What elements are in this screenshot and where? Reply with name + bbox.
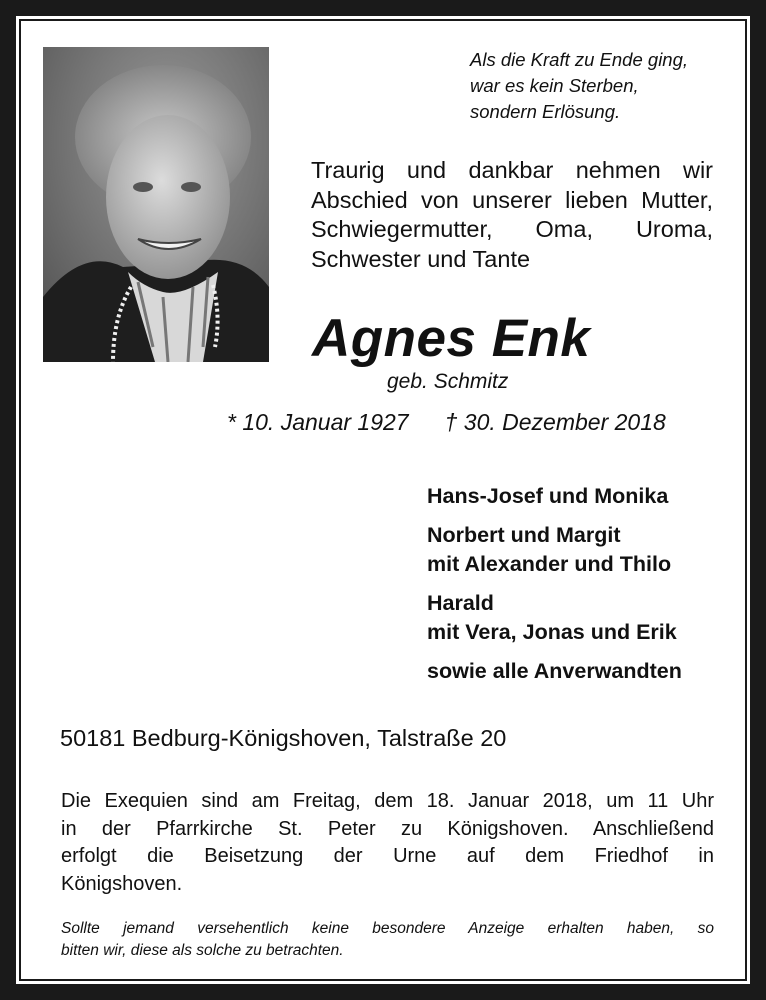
family-line: Hans-Josef und Monika (427, 484, 669, 508)
motto-quote (470, 47, 740, 125)
footnote-line: bitten wir, diese als solche zu betrachten. (61, 942, 344, 959)
motto-line: Als die Kraft zu Ende ging, (470, 49, 689, 70)
family-list (427, 482, 727, 696)
family-line: Harald (427, 591, 494, 615)
service-line: Königshoven. (61, 872, 183, 895)
footnote-line: Sollte jemand versehentlich keine besondere Anzeige erhalten haben, so (61, 920, 714, 937)
service-info (61, 788, 714, 898)
motto-line: war es kein Sterben, (470, 75, 639, 96)
family-line: Norbert und Margit (427, 523, 621, 547)
family-line: mit Alexander und Thilo (427, 552, 672, 576)
portrait-image (43, 47, 269, 362)
family-group (427, 589, 727, 647)
family-group (427, 482, 727, 511)
intro-text (311, 156, 713, 274)
service-line: in der Pfarrkirche St. Peter zu Königshoven. Anschließend (61, 817, 714, 840)
motto-line: sondern Erlösung. (470, 101, 621, 122)
service-line: Die Exequien sind am Freitag, dem 18. Januar 2018, um 11 Uhr (61, 790, 714, 812)
born-name: geb. Schmitz (387, 370, 509, 393)
birth-date: * 10. Januar 1927 (227, 409, 409, 435)
service-line: erfolgt die Beisetzung der Urne auf dem Friedhof in (61, 845, 714, 867)
deceased-name: Agnes Enk (312, 309, 591, 368)
death-date: † 30. Dezember 2018 (444, 409, 666, 435)
address: 50181 Bedburg-Königshoven, Talstraße 20 (60, 725, 507, 751)
intro-line: Abschied von unserer lieben Mutter, (311, 186, 713, 213)
intro-line: Schwiegermutter, Oma, Uroma, (311, 216, 713, 242)
family-group (427, 657, 727, 686)
family-group (427, 521, 727, 579)
portrait-photo (43, 47, 269, 362)
family-line: mit Vera, Jonas und Erik (427, 620, 677, 644)
intro-line: Schwester und Tante (311, 245, 531, 272)
footnote (61, 918, 714, 962)
life-dates (227, 409, 666, 436)
intro-line: Traurig und dankbar nehmen wir (311, 157, 713, 183)
family-line: sowie alle Anverwandten (427, 659, 682, 683)
